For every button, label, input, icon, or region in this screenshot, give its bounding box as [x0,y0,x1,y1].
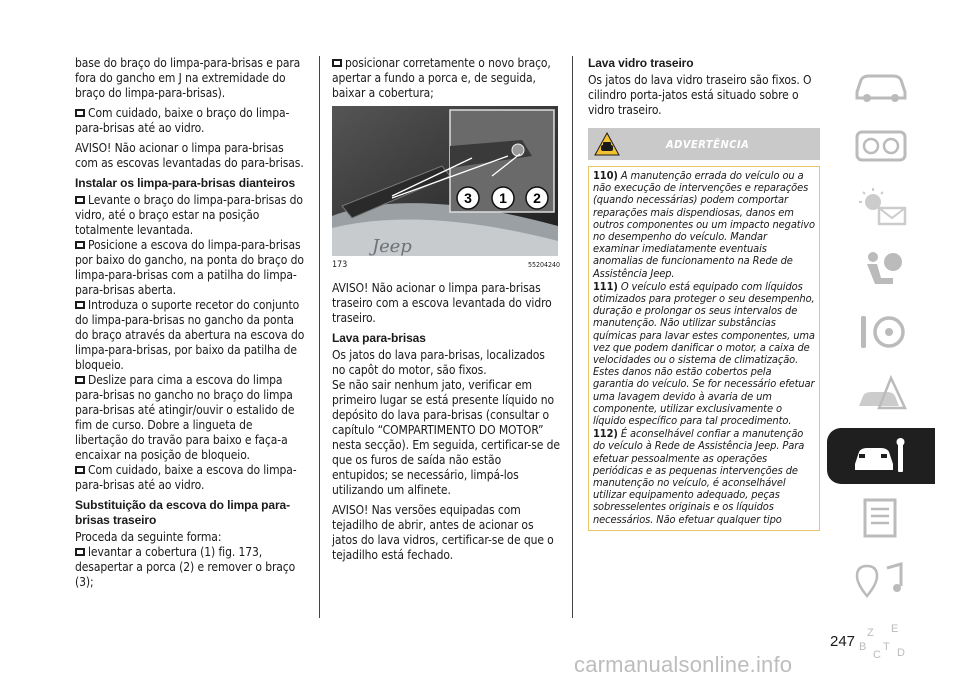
tab-car-overview[interactable] [827,56,935,112]
tab-airbag-seat[interactable] [827,242,935,298]
warning-car-icon [594,131,620,157]
warning-header [588,128,820,160]
column-divider [572,56,573,618]
bullet-item: Levante o braço do limpa-para-brisas do vidro, até o braço estar na posição totalmente levantada. [75,193,303,237]
bullet-icon [75,109,85,117]
paragraph: Os jatos do lava para-brisas, localizados no capôt do motor, são fixos. [332,348,545,377]
dashboard-icon [851,124,911,168]
figure-rear-wiper [332,106,558,256]
svg-text:T: T [883,641,890,653]
bullet-icon [75,241,85,249]
bullet-item: Deslize para cima a escova do limpa para-brisas no gancho no braço do limpa para-brisas até atingir/ouvir o estalido de fim de curso. Dobre a lingueta de libertação do travão para baixo e faça-a encaixar na posição de bloqueio. [75,373,295,462]
column-left [75,56,307,595]
paragraph: Se não sair nenhum jato, verificar em primeiro lugar se está presente líquido no depósito do lava para-brisas (consultar o capítulo “COMPARTIMENTO DO MOTOR” nesta secção). Em seguida, certificar-se de que os furos de saída não estão entupidos; se necessário, limpá-los utilizando um alfinete. [332,378,560,497]
car-crash-icon [851,372,911,416]
tab-lights-mail[interactable] [827,180,935,236]
watermark-text: carmanualsonline.info [574,652,793,677]
bullet-item: posicionar corretamente o novo braço, apertar a fundo a porca e, de seguida, baixar a cobertura; [332,56,551,100]
column-middle [332,56,560,568]
bullet-icon [332,59,342,67]
bullet-icon [75,196,85,204]
chapter-sidebar [827,56,935,676]
notice-paragraph: AVISO! Não acionar o limpa para-brisas com as escovas levantadas do para-brisas. [75,141,304,170]
notice-paragraph: AVISO! Nas versões equipadas com tejadilho de abrir, antes de acionar os jatos do lava vidros, certificar-se de que o tejadilho está fechado. [332,503,554,562]
section-heading: Substituição da escova do limpa para-brisas traseiro [75,498,291,527]
bullet-item: levantar a cobertura (1) fig. 173, desapertar a porca (2) e remover o braço (3); [75,545,296,589]
svg-text:D: D [897,647,905,659]
bullet-item: Com cuidado, baixe o braço do limpa-para-brisas até ao vidro. [75,106,290,135]
tab-steering[interactable] [827,304,935,360]
tab-document-list[interactable] [827,490,935,546]
warning-item: 112) É aconselhável confiar a manutenção do veículo à Rede de Assistência Jeep. Para efetuar pessoalmente as operações periódicas e as pequenas intervenções de manutenção no veículo, é aconselhável utilizar equipamento adequado, peças sobresselentes originais e os líquidos necessários. Não efetuar qualquer tipo [593,427,805,526]
paragraph: Os jatos do lava vidro traseiro são fixos. O cilindro porta-jatos está situado sobre o vidro traseiro. [588,73,812,117]
warning-item: 110) A manutenção errada do veículo ou a não execução de intervenções e reparações (quando necessárias) podem comportar reparações mais dispendiosas, danos em outros componentes ou um impacto negativo no desempenho do veículo. Mandar examinar imediatamente eventuais anomalias de funcionamento na Rede de Assistência Jeep. [593,169,815,280]
callout-label: 2 [533,190,541,206]
column-right [588,56,820,531]
notice-paragraph: AVISO! Não acionar o limpa para-brisas traseiro com a escova levantada do vidro traseiro. [332,281,552,325]
rear-wiper-illustration [332,106,558,256]
section-heading: Instalar os limpa-para-brisas dianteiros [75,176,296,190]
bullet-icon [75,466,85,474]
tab-dashboard[interactable] [827,118,935,174]
svg-text:Z: Z [867,627,874,639]
section-heading: Lava para-brisas [332,331,426,345]
callout-label: 1 [499,190,507,206]
tab-car-service-active[interactable] [827,428,935,484]
steering-icon [851,310,911,354]
callout-label: 3 [464,190,472,206]
airbag-seat-icon [851,248,911,292]
jeep-emblem: Jeep [372,236,412,256]
figure-caption [332,258,560,273]
index-alphabet-icon [851,620,911,664]
tab-car-crash[interactable] [827,366,935,422]
lights-mail-icon [851,186,911,230]
figure-number: 173 [332,260,348,270]
bullet-item: Introduza o suporte recetor do conjunto do limpa-para-brisas no gancho da ponta do braço através da abertura na escova do limpa-para-brisas, por baixo da patilha de bloqueio. [75,298,305,372]
bullet-item: Posicione a escova do limpa-para-brisas por baixo do gancho, na ponta do braço do limpa-para-brisas com a patilha do limpa-para-brisas aberta. [75,238,304,297]
column-divider [319,56,320,618]
bullet-icon [75,376,85,384]
warning-item: 111) O veículo está equipado com líquidos otimizados para proteger o seu desempenho, duração e prolongar os seus intervalos de manutenção. Não utilizar substâncias químicas para lavar estes componentes, uma vez que podem danificar o motor, a caixa de velocidades ou o sistema de climatização. Estes danos não estão cobertos pela garantia do veículo. Se for necessário efetuar uma lavagem devido à avaria de um componente, utilizar exclusivamente o líquido específico para tal procedimento. [593,279,815,428]
page-number: 247 [830,633,856,650]
bullet-icon [75,548,85,556]
document-list-icon [851,496,911,540]
bullet-item: Com cuidado, baixe a escova do limpa-para-brisas até ao vidro. [75,463,297,492]
car-overview-icon [851,62,911,106]
car-service-icon [851,434,911,478]
section-heading: Lava vidro traseiro [588,56,694,70]
svg-text:B: B [859,641,867,653]
warning-box [588,166,820,531]
tab-navigation-music[interactable] [827,552,935,608]
figure-code: 55204240 [527,261,560,269]
navigation-music-icon [851,558,911,602]
svg-text:C: C [873,649,881,661]
bullet-icon [75,301,85,309]
paragraph: Proceda da seguinte forma: [75,530,222,544]
paragraph: base do braço do limpa-para-brisas e para fora do gancho em J na extremidade do braço do limpa-para-brisas). [75,56,301,100]
svg-text:E: E [891,623,899,635]
warning-title: ADVERTÊNCIA [666,138,750,151]
